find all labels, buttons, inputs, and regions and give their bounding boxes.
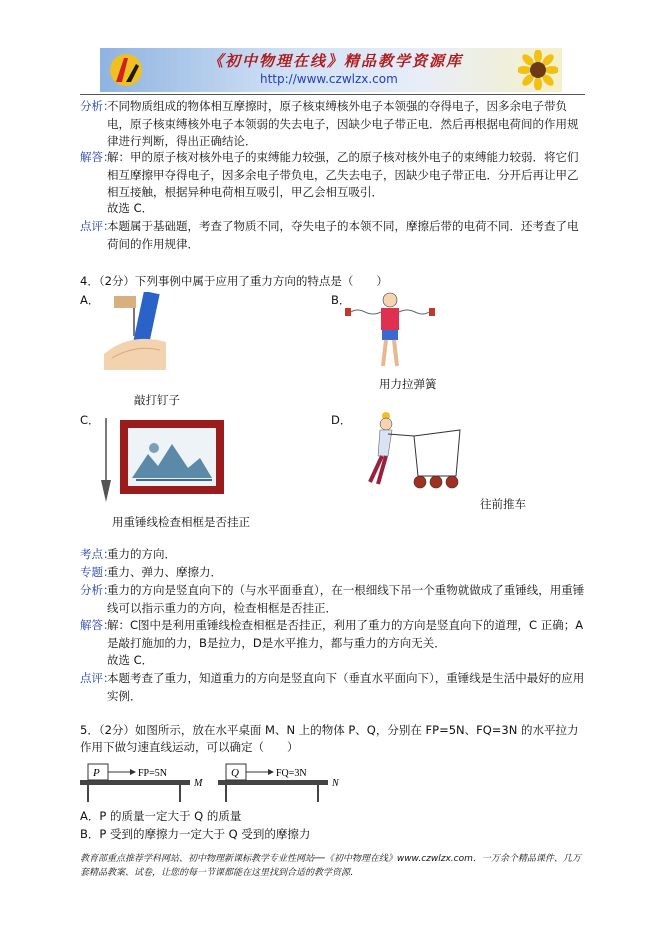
- q3-choice: [80, 200, 585, 218]
- q3-comment-text: 本题属于基础题，考查了物质不同，夺失电子的本领不同，摩擦后带的电荷不同．还考查了电荷间的作用规律．: [107, 219, 579, 251]
- banner-url[interactable]: http://www.czwlzx.com: [260, 72, 398, 86]
- label-analysis: 分析：: [80, 583, 115, 597]
- q4-analysis-text: 重力的方向是竖直向下的（与水平面垂直），在一根细线下吊一个重物就做成了重锤线，用重锤线可以指示重力的方向，检查相框是否挂正．: [107, 583, 585, 615]
- q5-figure: [80, 760, 350, 804]
- header-banner: [100, 48, 562, 92]
- q4-topic: [80, 564, 585, 582]
- label-topic: 专题：: [80, 565, 115, 579]
- q4-point-text: 重力的方向．: [107, 547, 176, 561]
- q3-comment: [80, 218, 585, 253]
- q4-comment-text: 本题考查了重力，知道重力的方向是竖直向下（垂直水平面向下），重锤线是生活中最好的应用实例．: [107, 671, 585, 703]
- banner-title: 《初中物理在线》精品教学资源库: [208, 52, 464, 70]
- p-label: P: [93, 767, 100, 779]
- q4-option-d-caption: 往前推车: [480, 497, 526, 511]
- q4-point: [80, 546, 585, 564]
- label-point: 考点：: [80, 547, 115, 561]
- q4-choice-text: 故选 C．: [107, 653, 154, 667]
- plumb-line-frame-image: [96, 418, 228, 506]
- label-solution: 解答：: [80, 618, 115, 632]
- q4-option-c-caption: 用重锤线检查相框是否挂正: [112, 515, 250, 529]
- q3-analysis-text: 不同物质组成的物体相互摩擦时，原子核束缚核外电子本领强的夺得电子，因多余电子带负电，原子核束缚核外电子本领弱的失去电子，因缺少电子带正电．然后再根据电荷间的作用规律进行判断，得出正确结论．: [107, 99, 579, 148]
- q4-stem: 4．（2分）下列事例中属于应用了重力方向的特点是（ ）: [80, 274, 388, 288]
- q4-option-c-letter[interactable]: C．: [80, 413, 100, 427]
- q5-option-b[interactable]: B．P 受到的摩擦力一定大于 Q 受到的摩擦力: [80, 827, 311, 841]
- spring-pull-image: [345, 290, 435, 372]
- label-comment: 点评：: [80, 671, 115, 685]
- q4-choice: [80, 652, 585, 670]
- m-label: M: [194, 778, 203, 789]
- q-label: Q: [231, 767, 239, 779]
- q4-option-d-letter[interactable]: D．: [331, 413, 352, 427]
- q4-comment: [80, 670, 585, 705]
- label-analysis: 分析：: [80, 99, 115, 113]
- q5-stem: 5．（2分）如图所示，放在水平桌面 M、N 上的物体 P、Q，分别在 FP=5N、FQ=3N 的水平拉力作用下做匀速直线运动，可以确定（ ）: [80, 723, 579, 754]
- q4-option-b-letter[interactable]: B．: [331, 293, 351, 307]
- header-divider: [80, 94, 585, 95]
- q3-solution: [80, 149, 585, 202]
- q3-choice-text: 故选 C．: [107, 201, 154, 215]
- q4-solution-text: 解：C图中是利用重锤线检查相框是否挂正，利用了重力的方向是竖直向下的道理，C 正确；A是敲打施加的力，B是拉力，D是水平推力，都与重力的方向无关．: [107, 618, 584, 650]
- sunflower-icon: [518, 50, 558, 90]
- push-cart-image: [348, 410, 466, 494]
- q4-option-a-caption: 敲打钉子: [134, 393, 180, 407]
- label-comment: 点评：: [80, 219, 115, 233]
- q4-solution: [80, 617, 585, 652]
- n-label: N: [332, 778, 339, 789]
- p-force-label: FP=5N: [138, 768, 167, 779]
- q5-option-a[interactable]: A．P 的质量一定大于 Q 的质量: [80, 809, 242, 823]
- logo-icon: [106, 52, 146, 88]
- label-solution: 解答：: [80, 150, 115, 164]
- q3-solution-text: 解：甲的原子核对核外电子的束缚能力较强，乙的原子核对核外电子的束缚能力较弱．将它们相互摩擦甲夺得电子，因多余电子带负电，乙失去电子，因缺少电子带正电．分开后再让甲乙相互接触，根据异种电荷相互吸引，甲乙会相互吸引．: [107, 150, 579, 199]
- footer-note: 教育部重点推荐学科网站、初中物理新课标教学专业性网站──《初中物理在线》www.czwlzx.com．一万余个精品课件、几万套精品教案、试卷，让您的每一节课都能在这里找到合适的教学资源．: [80, 854, 581, 878]
- q4-topic-text: 重力、弹力、摩擦力．: [107, 565, 222, 579]
- q4-analysis: [80, 582, 585, 617]
- q3-analysis: [80, 98, 585, 151]
- q4-option-a-letter[interactable]: A．: [80, 293, 100, 307]
- q-force-label: FQ=3N: [276, 768, 307, 779]
- hammer-nail-image: [100, 292, 172, 372]
- q4-option-b-caption: 用力拉弹簧: [379, 377, 437, 391]
